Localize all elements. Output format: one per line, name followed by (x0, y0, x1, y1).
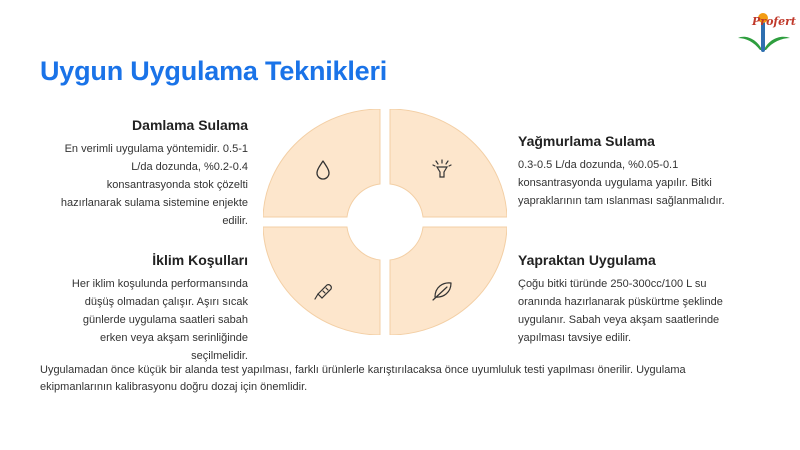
footer-note: Uygulamadan önce küçük bir alanda test yapılması, farklı ürünlerle karıştırılacaksa önce uyumluluk testi yapılması önerilir. Uygulama ekipmanlarının kalibrasyonu doğru dozaj için önemlidir. (40, 364, 686, 393)
section-title: Damlama Sulama (132, 117, 248, 133)
section-text: Her iklim koşulunda performansında düşüş olmadan çalışır. Aşırı sıcak günlerde uygulama saatleri sabah erken veya akşam serinliğinde seçilmelidir. (71, 278, 248, 362)
page-title: Uygun Uygulama Teknikleri (40, 56, 388, 86)
segment-bottom-left (263, 227, 380, 335)
section-title: İklim Koşulları (152, 252, 248, 268)
section-climate-conditions (60, 251, 248, 365)
quadrant-diagram (263, 109, 507, 335)
section-text: Çoğu bitki türünde 250-300cc/100 L su oranında hazırlanarak püskürtme şeklinde uygulanır. Sabah veya akşam saatlerinde yapılması tavsiye edilir. (518, 278, 723, 344)
section-text: 0.3-0.5 L/da dozunda, %0.05-0.1 konsantrasyonda uygulama yapılır. Bitki yapraklarının tam ıslanması sağlanmalıdır. (518, 159, 725, 207)
segment-top-right (390, 109, 507, 217)
section-title: Yapraktan Uygulama (518, 252, 656, 268)
section-foliar-application (518, 251, 728, 347)
section-drip-irrigation (60, 116, 248, 230)
section-sprinkler-irrigation (518, 132, 728, 210)
segment-bottom-right (390, 227, 507, 335)
section-title: Yağmurlama Sulama (518, 133, 655, 149)
logo-text: Profert (752, 15, 797, 28)
section-text: En verimli uygulama yöntemidir. 0.5-1 L/da dozunda, %0.2-0.4 konsantrasyonda stok çözelti hazırlanarak sulama sistemine enjekte edilir. (60, 143, 248, 227)
